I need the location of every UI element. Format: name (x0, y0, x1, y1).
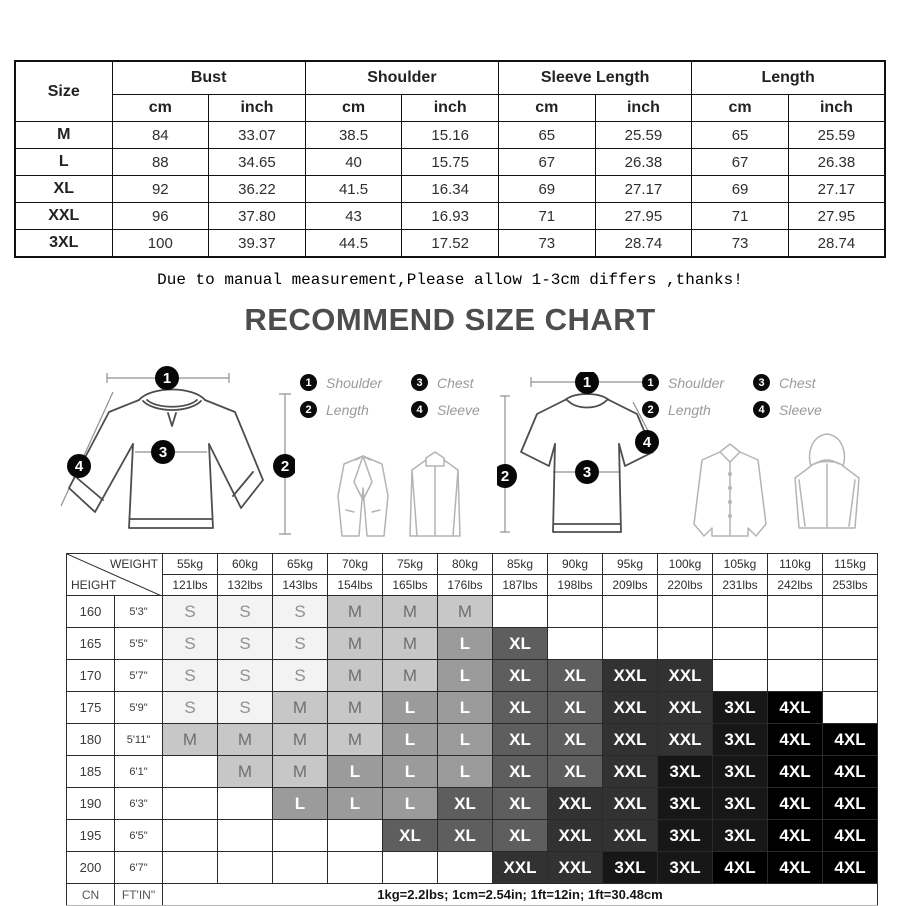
weight-kg-cell: 100kg (658, 554, 713, 575)
empty-size-cell (713, 596, 768, 628)
measurement-cell: 40 (305, 149, 402, 176)
recommended-size-cell: L (328, 756, 383, 788)
empty-size-cell (163, 852, 218, 884)
recommended-size-cell: XL (493, 692, 548, 724)
recommended-size-cell: S (163, 628, 218, 660)
size-table-row (15, 230, 885, 258)
recommended-size-cell: 3XL (658, 788, 713, 820)
recommended-size-cell: XXL (603, 820, 658, 852)
measurement-cell: 41.5 (305, 176, 402, 203)
recommended-size-cell: S (218, 692, 273, 724)
measurement-cell: 25.59 (788, 122, 885, 149)
recommended-size-cell: XL (493, 660, 548, 692)
empty-size-cell (218, 788, 273, 820)
recommended-size-cell: XL (493, 756, 548, 788)
recommended-size-cell: L (438, 724, 493, 756)
empty-size-cell (603, 628, 658, 660)
measurement-cell: 88 (112, 149, 209, 176)
corner-weight-label: WEIGHT (110, 557, 158, 571)
matrix-row (67, 660, 878, 692)
weight-lbs-cell: 176lbs (438, 575, 493, 596)
recommended-size-cell: 3XL (713, 692, 768, 724)
legend-num-4-icon: 4 (411, 401, 428, 418)
recommended-size-cell: XL (493, 724, 548, 756)
recommended-size-cell: M (328, 660, 383, 692)
blazer-icon (328, 448, 398, 543)
svg-text:4: 4 (74, 458, 84, 475)
svg-text:4: 4 (642, 434, 652, 451)
measurement-cell: 43 (305, 203, 402, 230)
size-table-row (15, 122, 885, 149)
weight-kg-cell: 75kg (383, 554, 438, 575)
recommended-size-cell: M (383, 628, 438, 660)
measurement-cell: 84 (112, 122, 209, 149)
recommend-size-matrix (66, 553, 878, 906)
recommended-size-cell: L (383, 788, 438, 820)
size-table-row (15, 176, 885, 203)
recommended-size-cell: 4XL (768, 788, 823, 820)
height-cm-cell: 170 (67, 660, 115, 692)
measure-legend-left (300, 374, 480, 418)
measurement-cell: 26.38 (788, 149, 885, 176)
weight-kg-cell: 85kg (493, 554, 548, 575)
recommended-size-cell: XXL (658, 692, 713, 724)
weight-lbs-cell: 143lbs (273, 575, 328, 596)
weight-kg-cell: 90kg (548, 554, 603, 575)
size-label-cell: XXL (15, 203, 112, 230)
measurement-cell: 38.5 (305, 122, 402, 149)
legend-num-4-icon: 4 (753, 401, 770, 418)
height-cm-cell: 180 (67, 724, 115, 756)
legend-num-1-icon: 1 (300, 374, 317, 391)
weight-lbs-cell: 165lbs (383, 575, 438, 596)
weight-kg-cell: 115kg (823, 554, 878, 575)
unit-cell: inch (788, 95, 885, 122)
height-ftin-cell: 6'7" (115, 852, 163, 884)
hoodie-icon (785, 430, 870, 535)
svg-text:2: 2 (500, 468, 510, 485)
height-cm-cell: 175 (67, 692, 115, 724)
recommended-size-cell: 4XL (768, 692, 823, 724)
legend-num-2-icon: 2 (642, 401, 659, 418)
legend-label-sleeve: Sleeve (437, 401, 480, 418)
recommended-size-cell: 4XL (823, 788, 878, 820)
recommended-size-cell: L (273, 788, 328, 820)
recommended-size-cell: 4XL (823, 756, 878, 788)
height-ftin-cell: 6'1" (115, 756, 163, 788)
recommended-size-cell: S (218, 660, 273, 692)
recommended-size-cell: M (383, 596, 438, 628)
recommended-size-cell: 4XL (768, 852, 823, 884)
matrix-row (67, 756, 878, 788)
recommended-size-cell: 4XL (768, 724, 823, 756)
height-cm-cell: 165 (67, 628, 115, 660)
empty-size-cell (823, 628, 878, 660)
size-label-cell: XL (15, 176, 112, 203)
height-ftin-cell: 5'7" (115, 660, 163, 692)
size-table-unit-row (15, 95, 885, 122)
recommended-size-cell: S (273, 660, 328, 692)
measurement-cell: 69 (692, 176, 789, 203)
empty-size-cell (328, 820, 383, 852)
measurement-cell: 16.34 (402, 176, 499, 203)
weight-kg-cell: 60kg (218, 554, 273, 575)
height-cm-cell: 190 (67, 788, 115, 820)
dimension-lines (500, 377, 657, 532)
legend-num-2-icon: 2 (300, 401, 317, 418)
recommended-size-cell: 3XL (713, 724, 768, 756)
legend-label-chest: Chest (779, 374, 816, 391)
recommended-size-cell: L (438, 660, 493, 692)
recommend-table (66, 553, 878, 906)
recommended-size-cell: L (383, 724, 438, 756)
weight-kg-cell: 110kg (768, 554, 823, 575)
empty-size-cell (383, 852, 438, 884)
recommended-size-cell: L (438, 756, 493, 788)
empty-size-cell (603, 596, 658, 628)
empty-size-cell (163, 820, 218, 852)
matrix-row (67, 788, 878, 820)
legend-num-3-icon: 3 (753, 374, 770, 391)
recommended-size-cell: 3XL (603, 852, 658, 884)
weight-lbs-cell: 198lbs (548, 575, 603, 596)
empty-size-cell (823, 596, 878, 628)
matrix-header-row-kg (67, 554, 878, 575)
height-cm-cell: 160 (67, 596, 115, 628)
measurement-cell: 44.5 (305, 230, 402, 258)
size-label-cell: L (15, 149, 112, 176)
empty-size-cell (658, 596, 713, 628)
recommended-size-cell: 4XL (713, 852, 768, 884)
recommended-size-cell: XXL (603, 724, 658, 756)
matrix-footer-row (67, 884, 878, 906)
measure-markers (497, 372, 659, 488)
legend-label-length: Length (668, 401, 711, 418)
measurement-note: Due to manual measurement,Please allow 1-3cm differs ,thanks! (157, 271, 743, 289)
recommended-size-cell: 4XL (823, 820, 878, 852)
measurement-cell: 27.95 (788, 203, 885, 230)
measure-markers (67, 366, 295, 478)
recommended-size-cell: L (438, 628, 493, 660)
measurement-cell: 100 (112, 230, 209, 258)
recommended-size-cell: XXL (603, 756, 658, 788)
recommended-size-cell: XL (493, 788, 548, 820)
legend-label-shoulder: Shoulder (668, 374, 725, 391)
weight-lbs-cell: 231lbs (713, 575, 768, 596)
unit-cell: cm (692, 95, 789, 122)
measurement-cell: 28.74 (595, 230, 692, 258)
unit-cell: cm (112, 95, 209, 122)
svg-text:3: 3 (158, 444, 168, 461)
recommended-size-cell: S (273, 596, 328, 628)
size-table-row (15, 203, 885, 230)
corner-height-label: HEIGHT (71, 578, 117, 592)
group-header-cell: Sleeve Length (499, 61, 692, 95)
recommended-size-cell: S (273, 628, 328, 660)
recommended-size-cell: S (218, 628, 273, 660)
recommended-size-cell: L (438, 692, 493, 724)
weight-kg-cell: 65kg (273, 554, 328, 575)
footer-ftin-cell: FT'IN" (115, 884, 163, 906)
empty-size-cell (823, 660, 878, 692)
weight-height-corner-cell (67, 554, 163, 596)
weight-lbs-cell: 209lbs (603, 575, 658, 596)
recommended-size-cell: 4XL (823, 852, 878, 884)
recommended-size-cell: XL (493, 628, 548, 660)
measurement-cell: 67 (692, 149, 789, 176)
shirt-icon (688, 440, 773, 540)
measurement-cell: 39.37 (209, 230, 306, 258)
recommended-size-cell: XL (548, 692, 603, 724)
empty-size-cell (163, 756, 218, 788)
recommended-size-cell: 3XL (713, 788, 768, 820)
height-ftin-cell: 5'9" (115, 692, 163, 724)
recommended-size-cell: 3XL (713, 820, 768, 852)
measurement-cell: 73 (692, 230, 789, 258)
measurement-cell: 96 (112, 203, 209, 230)
empty-size-cell (493, 596, 548, 628)
weight-kg-cell: 70kg (328, 554, 383, 575)
size-measurements-table (14, 60, 886, 258)
legend-label-shoulder: Shoulder (326, 374, 383, 391)
recommended-size-cell: L (383, 692, 438, 724)
weight-lbs-cell: 154lbs (328, 575, 383, 596)
height-cm-cell: 185 (67, 756, 115, 788)
measurement-cell: 27.17 (788, 176, 885, 203)
weight-kg-cell: 105kg (713, 554, 768, 575)
group-header-cell: Bust (112, 61, 305, 95)
measurement-cell: 15.75 (402, 149, 499, 176)
recommended-size-cell: XL (438, 820, 493, 852)
weight-lbs-cell: 242lbs (768, 575, 823, 596)
recommended-size-cell: L (328, 788, 383, 820)
empty-size-cell (823, 692, 878, 724)
recommended-size-cell: XXL (603, 660, 658, 692)
measurement-cell: 65 (692, 122, 789, 149)
height-ftin-cell: 6'3" (115, 788, 163, 820)
recommended-size-cell: 4XL (823, 724, 878, 756)
height-ftin-cell: 5'3" (115, 596, 163, 628)
recommended-size-cell: M (273, 756, 328, 788)
recommended-size-cell: M (328, 692, 383, 724)
matrix-row (67, 820, 878, 852)
recommended-size-cell: M (328, 628, 383, 660)
weight-lbs-cell: 187lbs (493, 575, 548, 596)
measurement-cell: 34.65 (209, 149, 306, 176)
size-label-cell: M (15, 122, 112, 149)
height-cm-cell: 195 (67, 820, 115, 852)
measurement-cell: 33.07 (209, 122, 306, 149)
height-cm-cell: 200 (67, 852, 115, 884)
empty-size-cell (218, 852, 273, 884)
recommended-size-cell: XXL (493, 852, 548, 884)
recommended-size-cell: M (273, 724, 328, 756)
size-header-cell: Size (15, 61, 112, 122)
matrix-row (67, 724, 878, 756)
unit-cell: cm (305, 95, 402, 122)
height-ftin-cell: 5'11" (115, 724, 163, 756)
recommended-size-cell: XXL (603, 788, 658, 820)
legend-label-length: Length (326, 401, 369, 418)
size-table-header-row (15, 61, 885, 95)
recommended-size-cell: M (328, 596, 383, 628)
recommended-size-cell: 3XL (713, 756, 768, 788)
weight-lbs-cell: 253lbs (823, 575, 878, 596)
empty-size-cell (768, 628, 823, 660)
recommended-size-cell: 3XL (658, 820, 713, 852)
unit-cell: inch (209, 95, 306, 122)
empty-size-cell (163, 788, 218, 820)
legend-num-3-icon: 3 (411, 374, 428, 391)
height-ftin-cell: 5'5" (115, 628, 163, 660)
measurement-cell: 71 (499, 203, 596, 230)
measurement-cell: 65 (499, 122, 596, 149)
conversion-note-cell: 1kg=2.2lbs; 1cm=2.54in; 1ft=12in; 1ft=30.48cm (163, 884, 878, 906)
recommended-size-cell: XXL (658, 660, 713, 692)
measurement-cell: 71 (692, 203, 789, 230)
empty-size-cell (328, 852, 383, 884)
sweatshirt-measure-diagram (55, 366, 295, 551)
recommended-size-cell: 3XL (658, 852, 713, 884)
empty-size-cell (548, 628, 603, 660)
recommended-size-cell: 4XL (768, 756, 823, 788)
empty-size-cell (218, 820, 273, 852)
svg-text:1: 1 (162, 370, 172, 387)
footer-cn-cell: CN (67, 884, 115, 906)
weight-lbs-cell: 132lbs (218, 575, 273, 596)
measurement-cell: 73 (499, 230, 596, 258)
measurement-cell: 15.16 (402, 122, 499, 149)
recommended-size-cell: XXL (603, 692, 658, 724)
recommended-size-cell: XL (383, 820, 438, 852)
empty-size-cell (713, 660, 768, 692)
jacket-icon (400, 448, 470, 543)
recommended-size-cell: XXL (548, 852, 603, 884)
recommended-size-cell: 4XL (768, 820, 823, 852)
empty-size-cell (438, 852, 493, 884)
recommended-size-cell: M (163, 724, 218, 756)
recommended-size-cell: XL (548, 660, 603, 692)
measurement-cell: 67 (499, 149, 596, 176)
recommended-size-cell: XXL (548, 820, 603, 852)
measurement-cell: 16.93 (402, 203, 499, 230)
group-header-cell: Length (692, 61, 885, 95)
recommended-size-cell: M (218, 724, 273, 756)
measurement-cell: 37.80 (209, 203, 306, 230)
weight-lbs-cell: 220lbs (658, 575, 713, 596)
recommended-size-cell: M (438, 596, 493, 628)
empty-size-cell (658, 628, 713, 660)
weight-kg-cell: 55kg (163, 554, 218, 575)
recommend-size-chart-title: RECOMMEND SIZE CHART (244, 302, 656, 337)
measurement-cell: 26.38 (595, 149, 692, 176)
svg-text:3: 3 (582, 464, 592, 481)
recommended-size-cell: S (163, 692, 218, 724)
size-label-cell: 3XL (15, 230, 112, 258)
svg-text:2: 2 (280, 458, 290, 475)
legend-label-chest: Chest (437, 374, 474, 391)
recommended-size-cell: XL (493, 820, 548, 852)
unit-cell: inch (595, 95, 692, 122)
size-table-row (15, 149, 885, 176)
matrix-row (67, 852, 878, 884)
measurement-cell: 92 (112, 176, 209, 203)
recommended-size-cell: XL (548, 724, 603, 756)
measurement-cell: 69 (499, 176, 596, 203)
weight-kg-cell: 80kg (438, 554, 493, 575)
measurement-cell: 28.74 (788, 230, 885, 258)
recommended-size-cell: M (383, 660, 438, 692)
empty-size-cell (713, 628, 768, 660)
recommended-size-cell: S (218, 596, 273, 628)
measurement-cell: 36.22 (209, 176, 306, 203)
recommended-size-cell: XXL (548, 788, 603, 820)
unit-cell: inch (402, 95, 499, 122)
unit-cell: cm (499, 95, 596, 122)
recommended-size-cell: M (273, 692, 328, 724)
measure-legend-right (642, 374, 822, 418)
recommended-size-cell: S (163, 660, 218, 692)
empty-size-cell (273, 852, 328, 884)
measurement-cell: 27.17 (595, 176, 692, 203)
matrix-header-row-lbs (67, 575, 878, 596)
legend-num-1-icon: 1 (642, 374, 659, 391)
recommended-size-cell: M (328, 724, 383, 756)
recommended-size-cell: L (383, 756, 438, 788)
recommended-size-cell: S (163, 596, 218, 628)
measurement-cell: 25.59 (595, 122, 692, 149)
weight-kg-cell: 95kg (603, 554, 658, 575)
recommended-size-cell: M (218, 756, 273, 788)
recommended-size-cell: XL (438, 788, 493, 820)
empty-size-cell (768, 660, 823, 692)
recommended-size-cell: 3XL (658, 756, 713, 788)
group-header-cell: Shoulder (305, 61, 498, 95)
empty-size-cell (273, 820, 328, 852)
svg-text:1: 1 (582, 374, 592, 391)
height-ftin-cell: 6'5" (115, 820, 163, 852)
weight-lbs-cell: 121lbs (163, 575, 218, 596)
empty-size-cell (548, 596, 603, 628)
matrix-row (67, 628, 878, 660)
measurement-cell: 17.52 (402, 230, 499, 258)
matrix-row (67, 596, 878, 628)
legend-label-sleeve: Sleeve (779, 401, 822, 418)
size-table (14, 60, 886, 258)
recommended-size-cell: XXL (658, 724, 713, 756)
sweatshirt-diagram-icon (55, 366, 295, 551)
recommended-size-cell: XL (548, 756, 603, 788)
measurement-cell: 27.95 (595, 203, 692, 230)
matrix-row (67, 692, 878, 724)
empty-size-cell (768, 596, 823, 628)
